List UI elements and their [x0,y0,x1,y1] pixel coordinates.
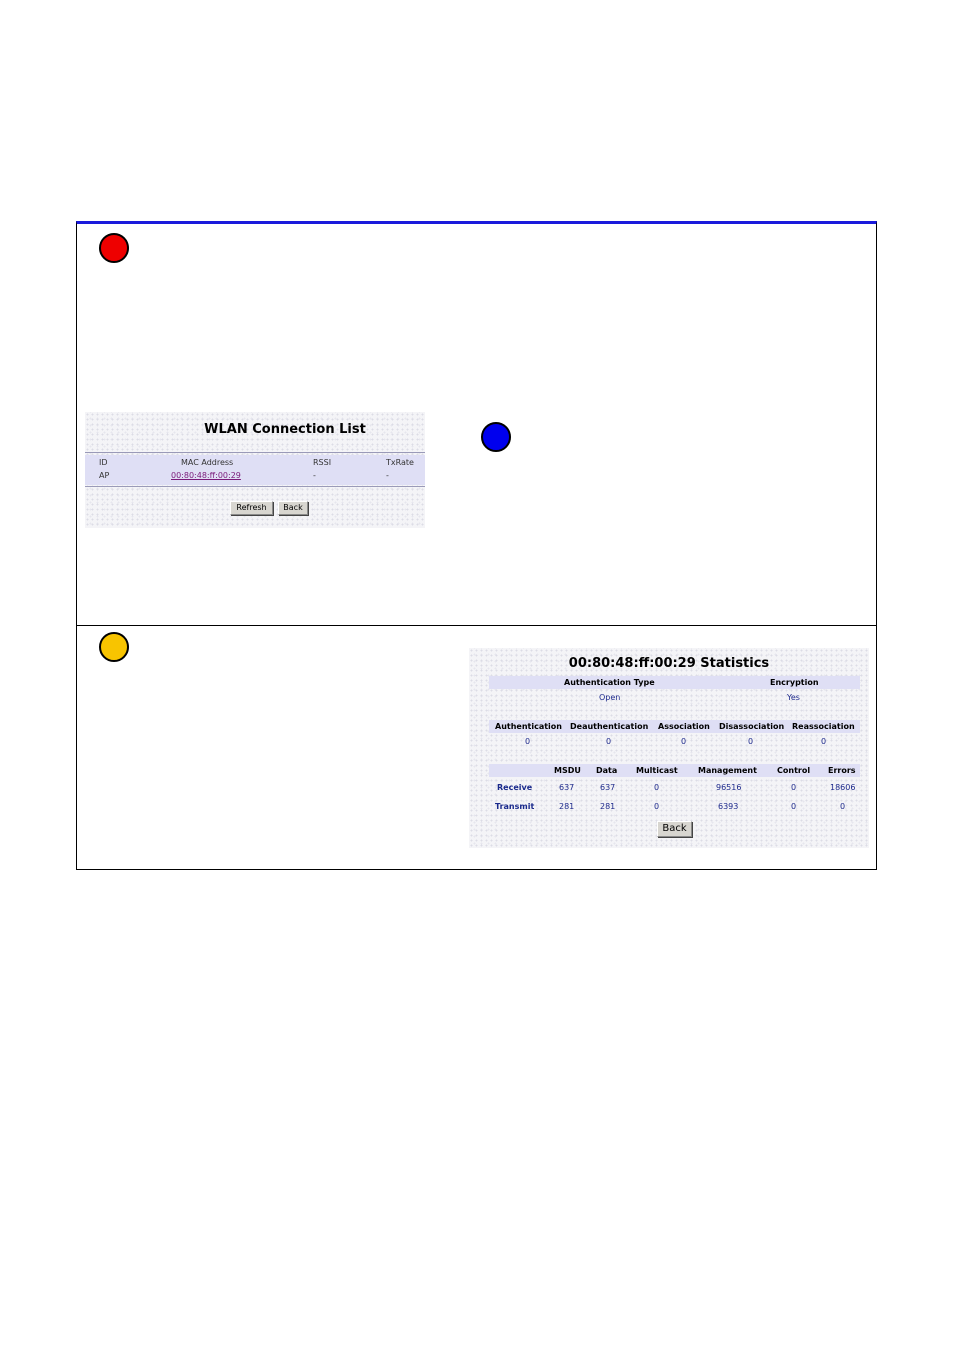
transmit-data: 281 [600,802,616,811]
encryption-header: Encryption [770,678,819,687]
mac-address-link[interactable]: 00:80:48:ff:00:29 [171,471,241,480]
statistics-title: 00:80:48:ff:00:29 Statistics [568,656,770,671]
row-txrate: - [386,471,389,480]
wlan-table-band [85,455,425,485]
traffic-header-multicast: Multicast [636,766,678,775]
mgmt-value-authentication: 0 [525,737,531,746]
wlan-connection-list-panel [85,412,425,528]
mgmt-header-disassociation: Disassociation [719,722,785,731]
transmit-errors: 0 [840,802,846,811]
traffic-header-data: Data [596,766,618,775]
mgmt-header-reassociation: Reassociation [792,722,855,731]
transmit-multicast: 0 [654,802,660,811]
transmit-label: Transmit [495,802,535,811]
col-txrate: TxRate [386,458,414,467]
refresh-button[interactable]: Refresh [230,501,273,515]
traffic-header-errors: Errors [828,766,856,775]
receive-multicast: 0 [654,783,660,792]
col-mac: MAC Address [181,458,234,467]
section-divider [77,625,876,626]
receive-control: 0 [791,783,797,792]
wlan-title: WLAN Connection List [204,422,366,437]
wlan-footer-rule [85,486,425,487]
mgmt-header-association: Association [658,722,710,731]
transmit-control: 0 [791,802,797,811]
auth-type-header: Authentication Type [564,678,655,687]
receive-data: 637 [600,783,616,792]
receive-msdu: 637 [559,783,575,792]
statistics-panel [469,648,869,848]
traffic-header-control: Control [777,766,811,775]
red-marker-icon [99,233,129,263]
mgmt-value-association: 0 [681,737,687,746]
wlan-header-rule [85,452,425,453]
row-id: AP [99,471,110,480]
statistics-back-button[interactable]: Back [657,821,692,837]
mgmt-value-deauthentication: 0 [606,737,612,746]
traffic-header-msdu: MSDU [554,766,581,775]
wlan-back-button[interactable]: Back [278,501,308,515]
traffic-header-management: Management [698,766,757,775]
receive-errors: 18606 [830,783,856,792]
yellow-marker-icon [99,632,129,662]
mgmt-value-reassociation: 0 [821,737,827,746]
mgmt-header-deauthentication: Deauthentication [570,722,649,731]
receive-label: Receive [497,783,533,792]
blue-marker-icon [481,422,511,452]
auth-type-value: Open [599,693,621,702]
mgmt-value-disassociation: 0 [748,737,754,746]
receive-management: 96516 [716,783,742,792]
col-id: ID [99,458,108,467]
mgmt-header-authentication: Authentication [495,722,562,731]
row-rssi: - [313,471,316,480]
transmit-management: 6393 [718,802,739,811]
col-rssi: RSSI [313,458,332,467]
transmit-msdu: 281 [559,802,575,811]
encryption-value: Yes [787,693,800,702]
